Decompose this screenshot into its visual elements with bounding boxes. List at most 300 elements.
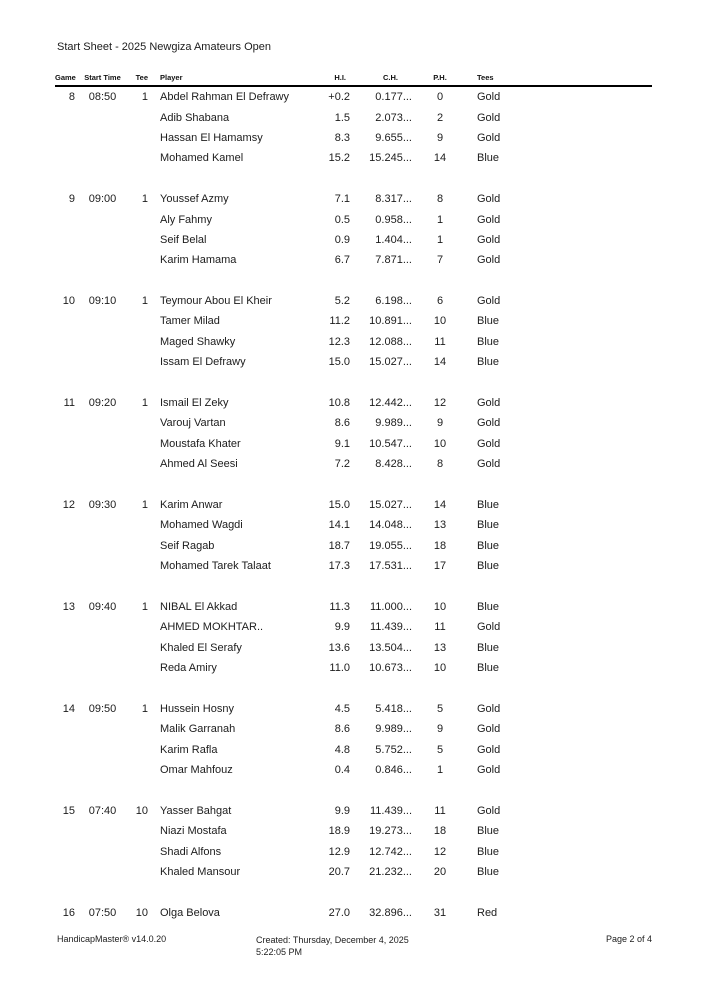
game-cell: 8	[68, 91, 75, 104]
tees-cell: Gold	[477, 764, 501, 777]
ch-cell: 10.547...	[369, 437, 412, 450]
player-row	[55, 209, 652, 229]
tees-cell: Blue	[477, 356, 500, 369]
tees-cell: Gold	[477, 397, 501, 410]
tee-cell	[130, 128, 148, 148]
tee-cell	[130, 862, 148, 882]
start-time-cell: 09:30	[88, 499, 117, 511]
hi-cell: 0.9	[334, 233, 350, 246]
tees-cell: Gold	[477, 437, 501, 450]
game-cell	[55, 209, 75, 229]
ph-cell: 12	[433, 397, 447, 410]
group-spacer-cell	[55, 474, 652, 494]
player-name-cell: Hussein Hosny	[160, 702, 234, 715]
start-time-cell	[75, 209, 130, 229]
hi-cell: 12.9	[328, 845, 350, 858]
start-time-cell	[75, 352, 130, 372]
tees-cell: Gold	[477, 233, 501, 246]
game-cell: 9	[68, 193, 75, 206]
ch-cell: 32.896...	[369, 906, 412, 919]
game-cell: 15	[62, 804, 75, 817]
player-row	[55, 148, 652, 168]
tee-cell: 1	[141, 91, 148, 104]
group-spacer-row	[55, 882, 652, 902]
player-name-cell: Karim Anwar	[160, 499, 223, 511]
player-name-cell: Niazi Mostafa	[160, 825, 227, 838]
start-time-cell	[75, 332, 130, 352]
start-time-cell: 08:50	[88, 91, 117, 104]
hi-cell: 8.6	[334, 417, 350, 430]
tee-cell: 1	[141, 499, 148, 511]
player-name-cell: Tamer Milad	[160, 315, 220, 328]
player-name-cell: Khaled El Serafy	[160, 641, 242, 654]
player-row	[55, 801, 652, 821]
player-name-cell: Yasser Bahgat	[160, 804, 232, 817]
tee-cell	[130, 352, 148, 372]
ph-cell: 18	[433, 825, 447, 838]
player-row	[55, 821, 652, 841]
start-time-cell	[75, 556, 130, 576]
start-time-cell	[75, 719, 130, 739]
ph-cell: 10	[433, 437, 447, 450]
ph-cell: 9	[436, 417, 444, 430]
start-sheet-table	[55, 68, 652, 923]
player-name-cell: Ismail El Zeky	[160, 397, 229, 410]
player-row	[55, 86, 652, 107]
hi-cell: 18.9	[328, 825, 350, 838]
tee-cell	[130, 658, 148, 678]
ch-cell: 2.073...	[375, 111, 412, 124]
start-time-cell	[75, 128, 130, 148]
player-name-cell: Aly Fahmy	[160, 213, 212, 226]
tees-cell: Blue	[477, 662, 500, 675]
game-cell	[55, 638, 75, 658]
tees-cell: Gold	[477, 213, 501, 226]
player-row	[55, 760, 652, 780]
ch-cell: 0.846...	[375, 764, 412, 777]
tees-cell: Red	[477, 906, 498, 919]
group-spacer-cell	[55, 372, 652, 392]
footer-created-time: 5:22:05 PM	[256, 947, 303, 957]
player-name-cell: Moustafa Khater	[160, 437, 241, 450]
hi-cell: 4.8	[334, 743, 350, 756]
footer-created-date: Created: Thursday, December 4, 2025	[256, 935, 409, 945]
ph-cell: 11	[434, 335, 446, 348]
tees-cell: Gold	[477, 723, 501, 736]
group-spacer-row	[55, 271, 652, 291]
player-name-cell: Mohamed Tarek Talaat	[160, 560, 271, 573]
start-time-cell: 09:10	[88, 295, 117, 308]
player-row	[55, 658, 652, 678]
player-row	[55, 617, 652, 637]
hi-cell: 20.7	[328, 866, 350, 879]
game-cell	[55, 128, 75, 148]
player-name-cell: NIBAL El Akkad	[160, 600, 238, 613]
start-time-cell	[75, 413, 130, 433]
player-row	[55, 332, 652, 352]
ch-cell: 11.439...	[370, 621, 412, 634]
player-name-cell: Varouj Vartan	[160, 417, 226, 430]
ph-cell: 8	[436, 458, 444, 471]
ph-cell: 8	[436, 193, 444, 206]
player-name-cell: Karim Hamama	[160, 254, 237, 267]
tees-cell: Gold	[477, 417, 501, 430]
ch-cell: 14.048...	[369, 519, 412, 532]
game-cell: 16	[62, 906, 75, 919]
player-name-cell: Shadi Alfons	[160, 845, 222, 858]
player-name-cell: Reda Amiry	[160, 662, 217, 675]
start-time-cell	[75, 740, 130, 760]
footer-app-version: HandicapMaster® v14.0.20	[57, 934, 167, 944]
hi-cell: +0.2	[328, 91, 350, 104]
tee-cell	[130, 413, 148, 433]
hi-cell: 0.4	[334, 764, 350, 777]
tees-cell: Gold	[477, 111, 501, 124]
ch-cell: 5.752...	[375, 743, 412, 756]
ph-cell: 20	[433, 866, 447, 879]
player-row	[55, 515, 652, 535]
tees-cell: Gold	[477, 702, 501, 715]
player-name-cell: Adib Shabana	[160, 111, 230, 124]
game-cell: 14	[62, 702, 75, 715]
ph-cell: 11	[434, 621, 446, 634]
ph-cell: 12	[433, 845, 447, 858]
ph-cell: 14	[433, 499, 447, 511]
tees-cell: Gold	[477, 295, 501, 308]
player-name-cell: Ahmed Al Seesi	[160, 458, 238, 471]
group-spacer-cell	[55, 678, 652, 698]
tee-cell: 10	[135, 906, 148, 919]
player-row	[55, 841, 652, 861]
group-spacer-row	[55, 169, 652, 189]
tees-cell: Gold	[477, 743, 501, 756]
start-time-cell	[75, 638, 130, 658]
hi-cell: 9.9	[334, 804, 350, 817]
column-header-start-time: Start Time	[75, 68, 130, 86]
tees-cell: Gold	[477, 804, 501, 817]
player-name-cell: Seif Ragab	[160, 539, 215, 552]
ph-cell: 10	[433, 600, 447, 613]
player-name-cell: Khaled Mansour	[160, 866, 241, 879]
tee-cell: 1	[141, 295, 148, 308]
hi-cell: 11.0	[329, 662, 350, 675]
hi-cell: 7.2	[334, 458, 350, 471]
player-name-cell: Omar Mahfouz	[160, 764, 233, 777]
ph-cell: 18	[433, 539, 447, 552]
game-cell	[55, 434, 75, 454]
start-time-cell	[75, 658, 130, 678]
tee-cell	[130, 332, 148, 352]
start-time-cell: 07:50	[88, 906, 117, 919]
column-header-player: Player	[148, 68, 295, 86]
start-time-cell	[75, 230, 130, 250]
ph-cell: 14	[433, 152, 447, 165]
group-spacer-row	[55, 474, 652, 494]
player-row	[55, 250, 652, 270]
ph-cell: 0	[436, 91, 444, 104]
hi-cell: 8.3	[334, 131, 350, 144]
ch-cell: 0.177...	[375, 91, 412, 104]
player-row	[55, 393, 652, 413]
game-cell	[55, 841, 75, 861]
start-time-cell: 09:40	[88, 600, 117, 613]
player-name-cell: Seif Belal	[160, 233, 207, 246]
hi-cell: 9.1	[334, 437, 350, 450]
player-row	[55, 352, 652, 372]
column-header-tees: Tees	[468, 68, 652, 86]
hi-cell: 17.3	[328, 560, 350, 573]
group-spacer-cell	[55, 271, 652, 291]
hi-cell: 9.9	[334, 621, 350, 634]
header-row	[55, 68, 652, 86]
start-time-cell	[75, 862, 130, 882]
ph-cell: 9	[436, 131, 444, 144]
tee-cell	[130, 740, 148, 760]
group-spacer-row	[55, 780, 652, 800]
hi-cell: 18.7	[328, 539, 350, 552]
tees-cell: Blue	[477, 845, 500, 858]
ph-cell: 17	[433, 560, 447, 573]
player-name-cell: Teymour Abou El Kheir	[160, 295, 272, 308]
ch-cell: 0.958...	[375, 213, 412, 226]
player-name-cell: Abdel Rahman El Defrawy	[160, 91, 290, 104]
ch-cell: 8.428...	[375, 458, 412, 471]
tee-cell	[130, 536, 148, 556]
tees-cell: Gold	[477, 131, 501, 144]
tee-cell: 1	[141, 397, 148, 410]
player-row	[55, 597, 652, 617]
tees-cell: Gold	[477, 621, 501, 634]
footer-created	[256, 934, 409, 958]
column-header-game: Game	[55, 68, 75, 86]
ch-cell: 11.439...	[370, 804, 412, 817]
game-cell: 10	[62, 295, 75, 308]
start-time-cell	[75, 107, 130, 127]
ch-cell: 15.027...	[369, 356, 412, 369]
tee-cell	[130, 148, 148, 168]
player-row	[55, 638, 652, 658]
player-row	[55, 699, 652, 719]
tee-cell	[130, 230, 148, 250]
player-row	[55, 454, 652, 474]
ph-cell: 1	[436, 233, 444, 246]
hi-cell: 15.0	[328, 499, 350, 511]
ph-cell: 13	[433, 641, 447, 654]
player-row	[55, 128, 652, 148]
game-cell	[55, 821, 75, 841]
hi-cell: 1.5	[334, 111, 350, 124]
game-cell	[55, 515, 75, 535]
ch-cell: 15.027...	[369, 499, 412, 511]
tee-cell	[130, 841, 148, 861]
game-cell	[55, 413, 75, 433]
player-name-cell: Maged Shawky	[160, 335, 236, 348]
start-time-cell	[75, 617, 130, 637]
player-name-cell: Malik Garranah	[160, 723, 236, 736]
group-spacer-row	[55, 678, 652, 698]
tees-cell: Gold	[477, 91, 501, 104]
ph-cell: 31	[433, 906, 447, 919]
player-row	[55, 311, 652, 331]
hi-cell: 4.5	[334, 702, 350, 715]
game-cell: 13	[62, 600, 75, 613]
start-time-cell	[75, 760, 130, 780]
ch-cell: 17.531...	[369, 560, 412, 573]
hi-cell: 5.2	[334, 295, 350, 308]
group-spacer-cell	[55, 882, 652, 902]
tee-cell	[130, 617, 148, 637]
tees-cell: Blue	[477, 335, 500, 348]
tee-cell	[130, 209, 148, 229]
tee-cell	[130, 719, 148, 739]
player-name-cell: Issam El Defrawy	[160, 356, 246, 369]
player-row	[55, 434, 652, 454]
game-cell	[55, 556, 75, 576]
game-cell	[55, 617, 75, 637]
player-row	[55, 903, 652, 923]
start-time-cell	[75, 311, 130, 331]
hi-cell: 13.6	[328, 641, 350, 654]
group-spacer-cell	[55, 169, 652, 189]
player-name-cell: Youssef Azmy	[160, 193, 229, 206]
page-title: Start Sheet - 2025 Newgiza Amateurs Open	[57, 41, 272, 53]
player-row	[55, 291, 652, 311]
ch-cell: 21.232...	[369, 866, 412, 879]
column-header-ph: P.H.	[412, 68, 468, 86]
ch-cell: 8.317...	[375, 193, 412, 206]
start-time-cell: 07:40	[88, 804, 117, 817]
start-time-cell	[75, 250, 130, 270]
group-spacer-row	[55, 372, 652, 392]
hi-cell: 7.1	[334, 193, 350, 206]
player-row	[55, 230, 652, 250]
ph-cell: 14	[433, 356, 447, 369]
group-spacer-cell	[55, 576, 652, 596]
game-cell	[55, 230, 75, 250]
tees-cell: Blue	[477, 152, 500, 165]
tee-cell	[130, 821, 148, 841]
player-name-cell: Hassan El Hamamsy	[160, 131, 263, 144]
ch-cell: 19.055...	[369, 539, 412, 552]
ch-cell: 9.989...	[375, 723, 412, 736]
ch-cell: 15.245...	[369, 152, 412, 165]
tees-cell: Gold	[477, 193, 501, 206]
start-time-cell: 09:50	[88, 702, 117, 715]
hi-cell: 12.3	[328, 335, 350, 348]
hi-cell: 10.8	[328, 397, 350, 410]
start-time-cell	[75, 454, 130, 474]
start-time-cell	[75, 841, 130, 861]
tees-cell: Blue	[477, 560, 500, 573]
tees-cell: Gold	[477, 458, 501, 471]
tees-cell: Blue	[477, 539, 500, 552]
game-cell	[55, 760, 75, 780]
game-cell	[55, 658, 75, 678]
table-header	[55, 68, 652, 86]
column-header-ch: C.H.	[350, 68, 412, 86]
ch-cell: 1.404...	[375, 233, 412, 246]
player-row	[55, 556, 652, 576]
player-name-cell: AHMED MOKHTAR..	[160, 621, 264, 634]
ph-cell: 5	[436, 743, 444, 756]
group-spacer-cell	[55, 780, 652, 800]
tees-cell: Blue	[477, 825, 500, 838]
tee-cell	[130, 638, 148, 658]
player-name-cell: Olga Belova	[160, 906, 220, 919]
hi-cell: 15.0	[328, 356, 350, 369]
tee-cell	[130, 250, 148, 270]
ph-cell: 11	[434, 804, 446, 817]
start-time-cell	[75, 434, 130, 454]
tees-cell: Blue	[477, 499, 500, 511]
start-time-cell: 09:00	[88, 193, 117, 206]
tees-cell: Blue	[477, 519, 500, 532]
start-time-cell	[75, 821, 130, 841]
player-row	[55, 719, 652, 739]
game-cell	[55, 311, 75, 331]
ph-cell: 1	[436, 213, 444, 226]
player-name-cell: Karim Rafla	[160, 743, 218, 756]
game-cell	[55, 250, 75, 270]
player-row	[55, 536, 652, 556]
player-row	[55, 495, 652, 515]
tee-cell: 1	[141, 193, 148, 206]
ch-cell: 12.442...	[369, 397, 412, 410]
tee-cell	[130, 760, 148, 780]
ch-cell: 11.000...	[370, 600, 412, 613]
ph-cell: 10	[433, 662, 447, 675]
player-row	[55, 413, 652, 433]
tee-cell: 1	[141, 702, 148, 715]
game-cell	[55, 719, 75, 739]
player-row	[55, 189, 652, 209]
game-cell	[55, 740, 75, 760]
start-time-cell	[75, 536, 130, 556]
ph-cell: 1	[436, 764, 444, 777]
game-cell	[55, 107, 75, 127]
game-cell	[55, 352, 75, 372]
player-row	[55, 862, 652, 882]
ph-cell: 10	[433, 315, 447, 328]
start-time-cell	[75, 148, 130, 168]
ch-cell: 7.871...	[375, 254, 412, 267]
ph-cell: 2	[436, 111, 444, 124]
hi-cell: 11.3	[329, 600, 350, 613]
tees-cell: Blue	[477, 641, 500, 654]
tee-cell: 1	[141, 600, 148, 613]
player-name-cell: Mohamed Kamel	[160, 152, 244, 165]
ch-cell: 5.418...	[375, 702, 412, 715]
game-cell	[55, 862, 75, 882]
player-name-cell: Mohamed Wagdi	[160, 519, 243, 532]
ph-cell: 7	[436, 254, 444, 267]
tee-cell	[130, 556, 148, 576]
hi-cell: 8.6	[334, 723, 350, 736]
player-row	[55, 740, 652, 760]
tees-cell: Blue	[477, 866, 500, 879]
ch-cell: 19.273...	[369, 825, 412, 838]
tees-cell: Gold	[477, 254, 501, 267]
tee-cell	[130, 107, 148, 127]
ch-cell: 10.891...	[369, 315, 412, 328]
column-header-tee: Tee	[130, 68, 148, 86]
hi-cell: 0.5	[334, 213, 350, 226]
start-sheet-body	[55, 86, 652, 923]
ch-cell: 12.742...	[369, 845, 412, 858]
group-spacer-row	[55, 576, 652, 596]
footer-page-number: Page 2 of 4	[605, 934, 652, 944]
tee-cell	[130, 515, 148, 535]
